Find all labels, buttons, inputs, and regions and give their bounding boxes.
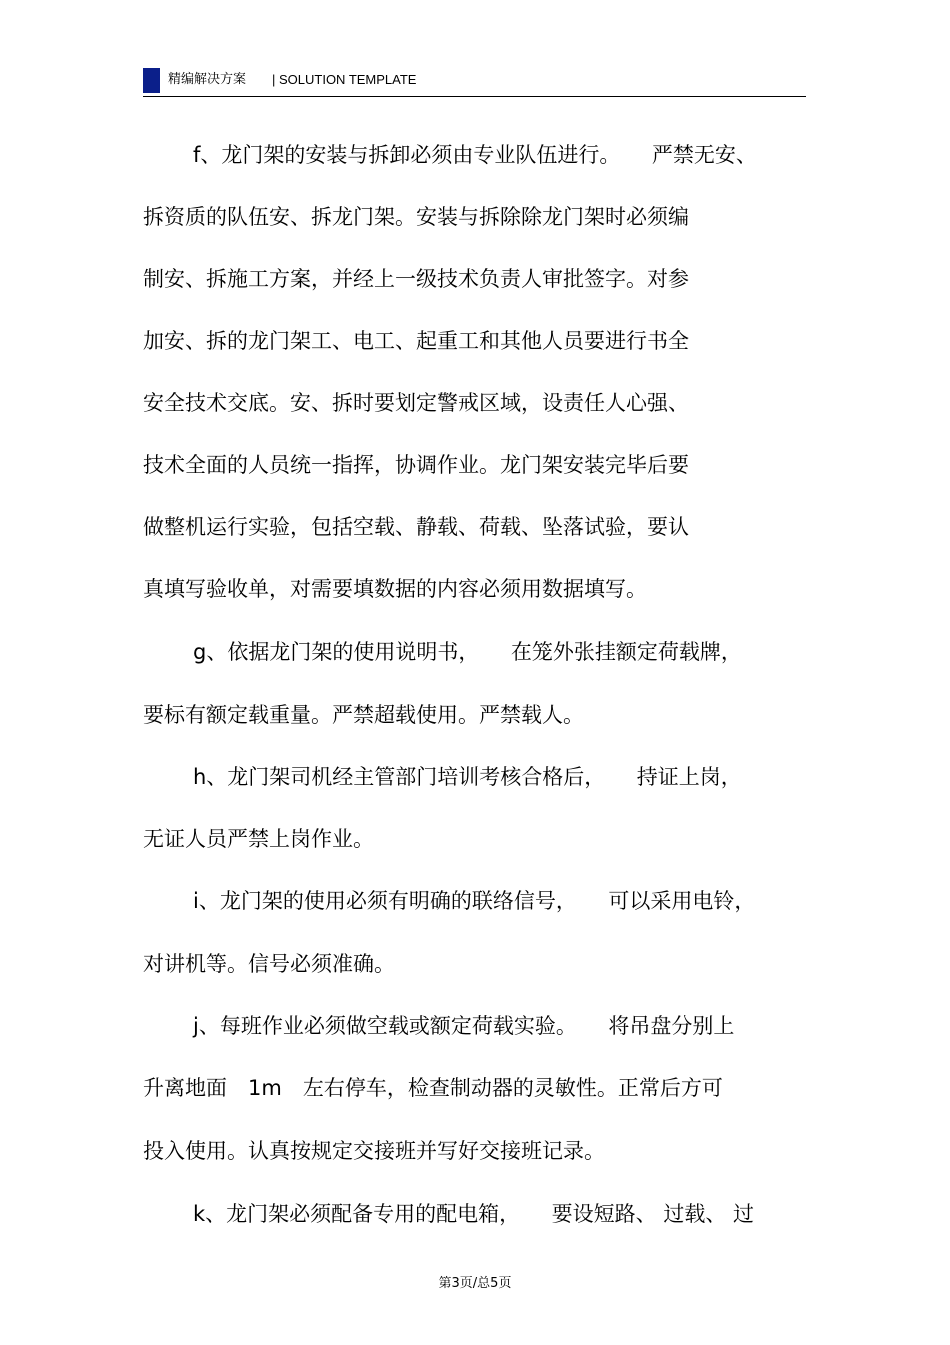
- paragraph-line: 投入使用。认真按规定交接班并写好交接班记录。: [143, 1139, 605, 1163]
- paragraph-line: k、龙门架必须配备专用的配电箱， 要设短路、 过载、 过: [193, 1202, 755, 1226]
- header-title: 精编解决方案: [168, 72, 247, 87]
- header-subtitle: | SOLUTION TEMPLATE: [272, 72, 417, 87]
- paragraph-line: f、龙门架的安装与拆卸必须由专业队伍进行。 严禁无安、: [193, 143, 757, 167]
- paragraph-line: i、龙门架的使用必须有明确的联络信号， 可以采用电铃，: [193, 889, 756, 913]
- paragraph-line: 加安、拆的龙门架工、电工、起重工和其他人员要进行书全: [143, 329, 689, 353]
- paragraph-line: h、龙门架司机经主管部门培训考核合格后， 持证上岗，: [193, 765, 742, 789]
- paragraph-line: 安全技术交底。安、拆时要划定警戒区域，设责任人心强、: [143, 391, 689, 415]
- page-number: 第3页/总5页: [438, 1276, 512, 1291]
- paragraph-line: 升离地面 1m 左右停车，检查制动器的灵敏性。正常后方可: [143, 1076, 723, 1100]
- paragraph-line: 要标有额定载重量。严禁超载使用。严禁载人。: [143, 703, 584, 727]
- paragraph-line: j、每班作业必须做空载或额定荷载实验。 将吊盘分别上: [193, 1014, 735, 1038]
- paragraph-line: 对讲机等。信号必须准确。: [143, 952, 395, 976]
- paragraph-line: 技术全面的人员统一指挥，协调作业。龙门架安装完毕后要: [143, 453, 689, 477]
- paragraph-line: 无证人员严禁上岗作业。: [143, 827, 374, 851]
- paragraph-line: 拆资质的队伍安、拆龙门架。安装与拆除除龙门架时必须编: [143, 205, 689, 229]
- paragraph-line: g、依据龙门架的使用说明书， 在笼外张挂额定荷载牌，: [193, 640, 742, 664]
- paragraph-line: 做整机运行实验，包括空载、静载、荷载、坠落试验，要认: [143, 515, 689, 539]
- paragraph-line: 制安、拆施工方案，并经上一级技术负责人审批签字。对参: [143, 267, 689, 291]
- paragraph-line: 真填写验收单，对需要填数据的内容必须用数据填写。: [143, 577, 647, 601]
- page-footer: [0, 1276, 950, 1292]
